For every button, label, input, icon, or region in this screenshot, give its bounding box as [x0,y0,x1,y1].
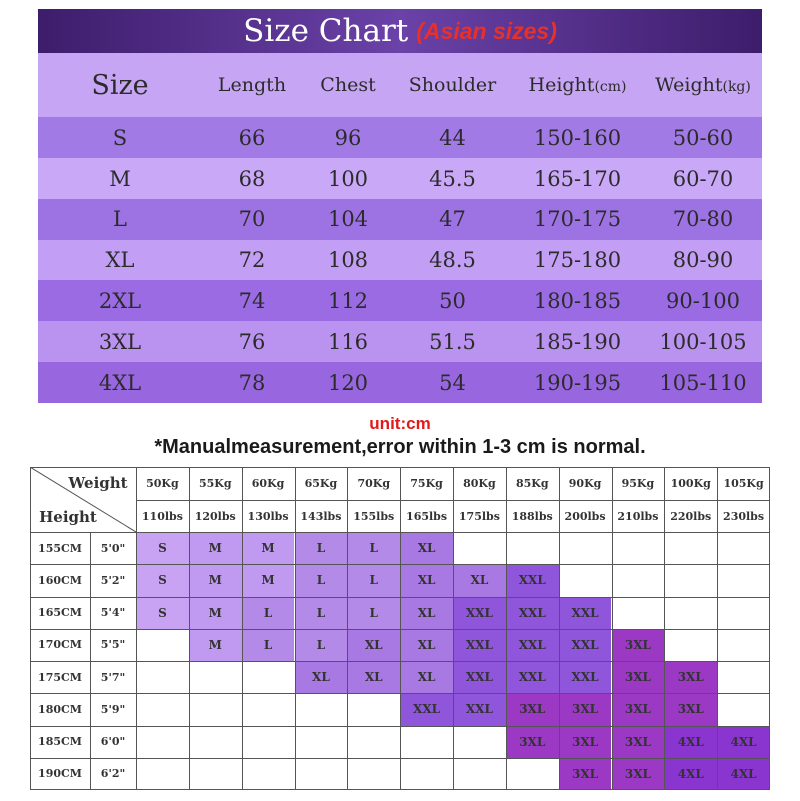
size-cell: 112 [327,289,369,314]
grid-size-cell: XXL [506,597,559,629]
grid-size-cell [453,532,506,564]
grid-size-cell [347,726,400,758]
grid-hline [136,500,770,501]
weight-lbs-label: 220lbs [670,509,712,523]
size-cell: 150-160 [533,125,622,150]
weight-lbs-label: 110lbs [141,509,183,523]
weight-kg-label: 65Kg [304,477,338,490]
size-cell: 180-185 [533,289,622,314]
grid-size-cell: 3XL [612,758,665,790]
grid-size-cell [189,726,242,758]
grid-size-cell: 3XL [664,693,717,725]
grid-size-cell: XXL [453,661,506,693]
height-cm-label: 185CM [38,735,82,749]
size-cell: 116 [327,329,369,354]
grid-size-cell: M [242,564,295,596]
grid-hline [30,629,770,630]
grid-size-cell: 4XL [717,758,770,790]
grid-size-cell: XXL [453,597,506,629]
grid-size-cell: 3XL [559,758,612,790]
grid-hline [30,661,770,662]
grid-size-cell: XXL [506,564,559,596]
grid-size-cell: M [189,597,242,629]
size-row [38,321,762,362]
header-label: Chest [320,74,376,96]
size-cell: 104 [327,207,369,232]
size-cell: 68 [238,166,266,191]
grid-size-cell: 3XL [664,661,717,693]
header-weight [644,74,762,96]
weight-kg-label: 100Kg [670,477,711,490]
weight-kg-label: 70Kg [357,477,391,490]
size-cell: 44 [439,125,466,150]
size-cell: 3XL [98,329,142,354]
size-cell: 51.5 [429,329,476,354]
weight-lbs-label: 130lbs [247,509,289,523]
size-cell: 165-170 [533,166,622,191]
weight-kg-label: 80Kg [463,477,496,490]
grid-hline [30,789,770,790]
grid-size-cell: 3XL [506,693,559,725]
grid-size-cell: 4XL [664,758,717,790]
size-cell: 2XL [98,289,142,314]
grid-size-cell [717,693,770,725]
grid-size-cell [453,726,506,758]
weight-lbs-label: 230lbs [723,509,765,523]
corner-diagonal [30,467,136,532]
grid-size-cell: XXL [400,693,453,725]
size-chart-title-bar [38,9,762,53]
size-cell: 48.5 [429,248,476,273]
weight-kg-label: 50Kg [146,477,179,490]
weight-lbs-label: 165lbs [406,509,448,523]
size-chart [38,9,762,403]
height-cm-label: 175CM [38,670,82,684]
corner-height-label: Height [39,508,97,526]
size-cell: 70 [238,207,266,232]
grid-size-cell: 4XL [664,726,717,758]
grid-size-cell: 3XL [506,726,559,758]
size-cell: 78 [238,370,266,395]
grid-size-cell: L [295,564,348,596]
height-ft-label: 5'5" [100,638,126,652]
grid-size-cell [242,693,295,725]
height-cm-label: 155CM [38,541,82,555]
header-unit: (cm) [594,79,627,95]
grid-size-cell [242,758,295,790]
grid-size-cell: XXL [559,661,612,693]
header-unit: (kg) [722,79,751,95]
grid-size-cell: 3XL [612,726,665,758]
grid-size-cell [189,693,242,725]
size-cell: 76 [238,329,266,354]
grid-size-cell [136,661,189,693]
grid-size-cell [295,726,348,758]
header-label: Weight [655,74,723,96]
header-chest [302,74,394,96]
height-ft-label: 5'0" [100,541,126,555]
weight-lbs-label: 200lbs [564,509,606,523]
height-ft-label: 5'9" [100,702,126,716]
grid-size-cell: XL [400,532,453,564]
grid-size-cell: XL [453,564,506,596]
size-chart-title: Size Chart [243,13,409,49]
grid-size-cell: XL [347,661,400,693]
grid-size-cell: XL [347,629,400,661]
size-chart-subtitle: (Asian sizes) [416,17,557,44]
grid-size-cell [453,758,506,790]
grid-size-cell: XXL [506,661,559,693]
size-cell: M [109,166,131,191]
grid-size-cell: L [347,532,400,564]
size-cell: 60-70 [672,166,734,191]
height-cm-label: 160CM [38,573,82,587]
grid-size-cell: M [189,532,242,564]
grid-size-cell [664,629,717,661]
size-cell: L [113,207,127,232]
weight-kg-label: 90Kg [568,477,602,490]
grid-size-cell: 4XL [717,726,770,758]
grid-size-cell: S [136,597,189,629]
size-row [38,199,762,240]
grid-size-cell [717,661,770,693]
weight-kg-label: 105Kg [723,477,764,490]
size-cell: 54 [439,370,466,395]
grid-size-cell [559,532,612,564]
height-cm-label: 170CM [38,638,82,652]
size-row [38,362,762,403]
size-cell: 50-60 [672,125,734,150]
size-cell: 120 [327,370,369,395]
header-label: Height [528,74,595,96]
height-ft-label: 6'0" [100,735,126,749]
grid-size-cell [136,693,189,725]
grid-size-cell: XXL [453,629,506,661]
grid-size-cell [717,564,770,596]
measurement-note: *Manualmeasurement,error within 1-3 cm is normal. [154,436,646,458]
grid-hline [30,467,770,468]
size-cell: 80-90 [672,248,734,273]
weight-lbs-label: 188lbs [511,509,553,523]
size-cell: 90-100 [666,289,740,314]
grid-size-cell [400,726,453,758]
size-cell: S [112,125,128,150]
grid-size-cell [347,693,400,725]
size-cell: 175-180 [533,248,622,273]
height-cm-label: 165CM [38,606,82,620]
size-cell: 70-80 [672,207,734,232]
grid-size-cell [506,532,559,564]
grid-hline [30,758,770,759]
grid-size-cell [189,758,242,790]
height-cm-label: 190CM [38,767,82,781]
weight-height-size-grid [30,467,770,790]
grid-size-cell: 3XL [612,693,665,725]
grid-size-cell: M [242,532,295,564]
weight-lbs-label: 120lbs [194,509,236,523]
grid-size-cell: XL [400,597,453,629]
height-ft-label: 5'4" [100,606,126,620]
size-chart-header-row [38,53,762,117]
weight-lbs-label: 155lbs [353,509,395,523]
grid-size-cell: M [189,564,242,596]
size-cell: 96 [334,125,362,150]
grid-size-cell [506,758,559,790]
weight-kg-label: 55Kg [198,477,232,490]
grid-size-cell: 3XL [612,629,665,661]
corner-weight-label: Weight [68,474,128,492]
grid-size-cell [612,597,665,629]
grid-size-cell [242,661,295,693]
height-cm-label: 180CM [38,702,82,716]
grid-size-cell: L [295,597,348,629]
weight-kg-label: 60Kg [251,477,285,490]
header-label: Size [91,69,149,101]
size-row [38,117,762,158]
size-cell: 185-190 [533,329,622,354]
grid-size-cell: XL [400,661,453,693]
grid-size-cell [295,693,348,725]
header-height [511,74,644,96]
weight-lbs-label: 210lbs [617,509,659,523]
weight-kg-label: 95Kg [621,477,655,490]
grid-size-cell: XL [400,564,453,596]
size-cell: 190-195 [533,370,622,395]
size-cell: 74 [238,289,266,314]
grid-size-cell: 3XL [559,693,612,725]
grid-size-cell: L [242,597,295,629]
size-cell: XL [105,248,135,273]
size-cell: 66 [238,125,266,150]
grid-size-cell: M [189,629,242,661]
weight-kg-label: 75Kg [410,477,443,490]
header-label: Shoulder [408,74,497,96]
header-label: Length [217,74,287,96]
size-row [38,280,762,321]
grid-size-cell [612,564,665,596]
height-ft-label: 5'7" [100,670,126,684]
grid-hline [30,597,770,598]
header-length [202,74,302,96]
grid-size-cell [400,758,453,790]
height-ft-label: 6'2" [100,767,126,781]
grid-hline [30,532,770,533]
grid-hline [30,726,770,727]
grid-size-cell [559,564,612,596]
grid-size-cell: L [347,564,400,596]
grid-size-cell [664,564,717,596]
size-cell: 105-110 [659,370,747,395]
grid-size-cell: XXL [506,629,559,661]
unit-label: unit:cm [369,414,431,433]
size-cell: 45.5 [429,166,476,191]
grid-size-cell: 3XL [559,726,612,758]
size-cell: 170-175 [533,207,622,232]
grid-size-cell: XXL [559,597,612,629]
grid-size-cell: L [242,629,295,661]
grid-size-cell [612,532,665,564]
grid-size-cell: L [295,629,348,661]
size-cell: 100-105 [659,329,747,354]
size-cell: 4XL [98,370,142,395]
weight-kg-label: 85Kg [515,477,549,490]
size-cell: 50 [439,289,466,314]
grid-size-cell [295,758,348,790]
grid-size-cell [664,597,717,629]
grid-size-cell [136,758,189,790]
grid-size-cell: XL [295,661,348,693]
height-ft-label: 5'2" [100,573,126,587]
grid-size-cell: 3XL [612,661,665,693]
grid-size-cell [136,726,189,758]
grid-size-cell [242,726,295,758]
weight-lbs-label: 175lbs [458,509,500,523]
grid-size-cell [717,629,770,661]
size-cell: 47 [439,207,466,232]
corner-diagonal-line [30,467,136,532]
header-shoulder [394,74,511,96]
grid-size-cell: XXL [559,629,612,661]
grid-hline [30,693,770,694]
grid-size-cell: XL [400,629,453,661]
size-cell: 108 [327,248,369,273]
size-cell: 72 [238,248,266,273]
grid-size-cell: S [136,564,189,596]
grid-size-cell [189,661,242,693]
grid-size-cell [717,532,770,564]
notes [0,413,800,459]
size-row [38,240,762,281]
grid-size-cell: L [347,597,400,629]
grid-size-cell [717,597,770,629]
grid-size-cell: XXL [453,693,506,725]
grid-size-cell [664,532,717,564]
header-size [38,70,202,101]
grid-size-cell [136,629,189,661]
size-cell: 100 [327,166,369,191]
size-row [38,158,762,199]
grid-size-cell: L [295,532,348,564]
grid-hline [30,564,770,565]
grid-size-cell [347,758,400,790]
weight-lbs-label: 143lbs [300,509,342,523]
grid-size-cell: S [136,532,189,564]
